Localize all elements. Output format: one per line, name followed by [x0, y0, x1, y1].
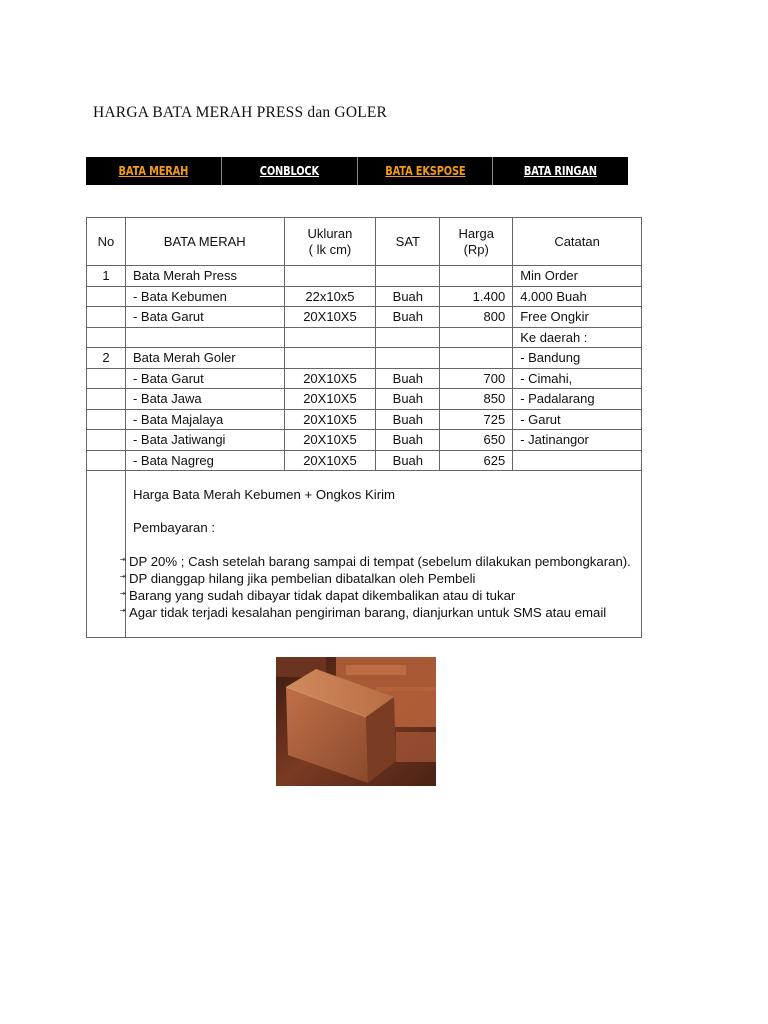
- cell-price: 850: [440, 389, 513, 410]
- cell-note: - Padalarang: [513, 389, 642, 410]
- cell-unit: Buah: [376, 307, 440, 328]
- tab-arrow-icon: ⇥: [119, 605, 126, 616]
- table-row: [87, 348, 642, 369]
- notes-cell: [119, 471, 641, 638]
- cell-no: [87, 430, 126, 451]
- table-row: [87, 286, 642, 307]
- cell-no: [87, 327, 126, 348]
- tab-arrow-icon: ⇥: [119, 588, 126, 599]
- payment-term-text: DP 20% ; Cash setelah barang sampai di tempat (sebelum dilakukan pembongkaran).: [128, 554, 631, 569]
- cell-size: 20X10X5: [284, 368, 376, 389]
- page-title: HARGA BATA MERAH PRESS dan GOLER: [93, 104, 388, 121]
- cell-no: 2: [87, 348, 126, 369]
- cell-item: - Bata Garut: [125, 368, 284, 389]
- cell-price: 625: [440, 450, 513, 471]
- cell-unit: Buah: [376, 409, 440, 430]
- cell-size: 20X10X5: [284, 307, 376, 328]
- cell-item: [125, 327, 284, 348]
- cell-price: 800: [440, 307, 513, 328]
- table-row: [87, 368, 642, 389]
- header-notes: Catatan: [513, 218, 642, 266]
- cell-size: [284, 348, 376, 369]
- note-payment-heading: Pembayaran :: [132, 520, 216, 535]
- cell-note: [513, 450, 642, 471]
- cell-unit: Buah: [376, 368, 440, 389]
- header-size-line2: ( lk cm): [308, 241, 352, 257]
- cell-unit: Buah: [376, 430, 440, 451]
- table-row: [87, 327, 642, 348]
- cell-size: 20X10X5: [284, 430, 376, 451]
- cell-no: 1: [87, 266, 126, 287]
- tab-divider: [492, 157, 493, 185]
- note-shipping: Harga Bata Merah Kebumen + Ongkos Kirim: [132, 487, 395, 502]
- cell-note: - Jatinangor: [513, 430, 642, 451]
- cell-price: [440, 266, 513, 287]
- table-row: [87, 450, 642, 471]
- cell-unit: Buah: [376, 450, 440, 471]
- table-row: [87, 266, 642, 287]
- header-no: No: [87, 218, 126, 266]
- tab-bata-ringan[interactable]: BATA RINGAN: [524, 164, 598, 178]
- cell-unit: [376, 327, 440, 348]
- payment-term-text: Barang yang sudah dibayar tidak dapat dikembalikan atau di tukar: [128, 588, 516, 603]
- cell-no: [87, 389, 126, 410]
- header-price-line1: Harga: [458, 225, 494, 241]
- red-brick-photo: [276, 657, 436, 786]
- tab-conblock[interactable]: CONBLOCK: [259, 164, 319, 178]
- cell-item: - Bata Jawa: [125, 389, 284, 410]
- cell-item: Bata Merah Press: [125, 266, 284, 287]
- cell-unit: Buah: [376, 389, 440, 410]
- cell-size: 22x10x5: [284, 286, 376, 307]
- cell-size: 20X10X5: [284, 389, 376, 410]
- cell-size: [284, 266, 376, 287]
- header-size-line1: Ukluran: [307, 225, 353, 241]
- tab-divider: [357, 157, 358, 185]
- header-item: BATA MERAH: [125, 218, 284, 266]
- cell-note: - Garut: [513, 409, 642, 430]
- cell-no: [87, 286, 126, 307]
- price-table: [86, 217, 642, 638]
- cell-unit: Buah: [376, 286, 440, 307]
- cell-note: - Cimahi,: [513, 368, 642, 389]
- cell-item: - Bata Nagreg: [125, 450, 284, 471]
- tab-arrow-icon: ⇥: [119, 571, 126, 582]
- brick-image: [276, 657, 436, 786]
- cell-price: 1.400: [440, 286, 513, 307]
- payment-term: [119, 605, 607, 620]
- cell-item: - Bata Jatiwangi: [125, 430, 284, 451]
- cell-price: 700: [440, 368, 513, 389]
- cell-item: - Bata Majalaya: [125, 409, 284, 430]
- cell-note: Min Order: [513, 266, 642, 287]
- table-row: [87, 389, 642, 410]
- table-row: [87, 409, 642, 430]
- cell-price: [440, 348, 513, 369]
- cell-note: Free Ongkir: [513, 307, 642, 328]
- payment-term: [119, 571, 476, 586]
- cell-no: [87, 450, 126, 471]
- payment-term-text: DP dianggap hilang jika pembelian dibatalkan oleh Pembeli: [128, 571, 476, 586]
- cell-unit: [376, 266, 440, 287]
- cell-item: - Bata Garut: [125, 307, 284, 328]
- header-unit: SAT: [376, 218, 440, 266]
- header-price-line2: (Rp): [463, 241, 489, 257]
- cell-note: 4.000 Buah: [513, 286, 642, 307]
- table-row: [87, 430, 642, 451]
- tab-arrow-icon: ⇥: [119, 554, 126, 565]
- cell-item: Bata Merah Goler: [125, 348, 284, 369]
- payment-term: [119, 554, 631, 569]
- cell-no: [87, 368, 126, 389]
- header-price: [440, 218, 513, 266]
- category-nav: [86, 157, 628, 185]
- cell-no: [87, 409, 126, 430]
- cell-price: [440, 327, 513, 348]
- table-header-row: [87, 218, 642, 266]
- payment-term-text: Agar tidak terjadi kesalahan pengiriman barang, dianjurkan untuk SMS atau email: [128, 605, 607, 620]
- table-row: [87, 307, 642, 328]
- cell-price: 725: [440, 409, 513, 430]
- cell-unit: [376, 348, 440, 369]
- notes-row: [87, 471, 642, 638]
- cell-no: [87, 307, 126, 328]
- tab-divider: [221, 157, 222, 185]
- payment-term: [119, 588, 516, 603]
- cell-price: 650: [440, 430, 513, 451]
- cell-size: [284, 327, 376, 348]
- tab-bata-merah[interactable]: BATA MERAH: [118, 164, 189, 178]
- tab-bata-ekspose[interactable]: BATA EKSPOSE: [384, 164, 465, 178]
- cell-size: 20X10X5: [284, 450, 376, 471]
- cell-size: 20X10X5: [284, 409, 376, 430]
- header-size: [284, 218, 376, 266]
- cell-item: - Bata Kebumen: [125, 286, 284, 307]
- cell-note: Ke daerah :: [513, 327, 642, 348]
- cell-note: - Bandung: [513, 348, 642, 369]
- notes-block: [119, 471, 641, 637]
